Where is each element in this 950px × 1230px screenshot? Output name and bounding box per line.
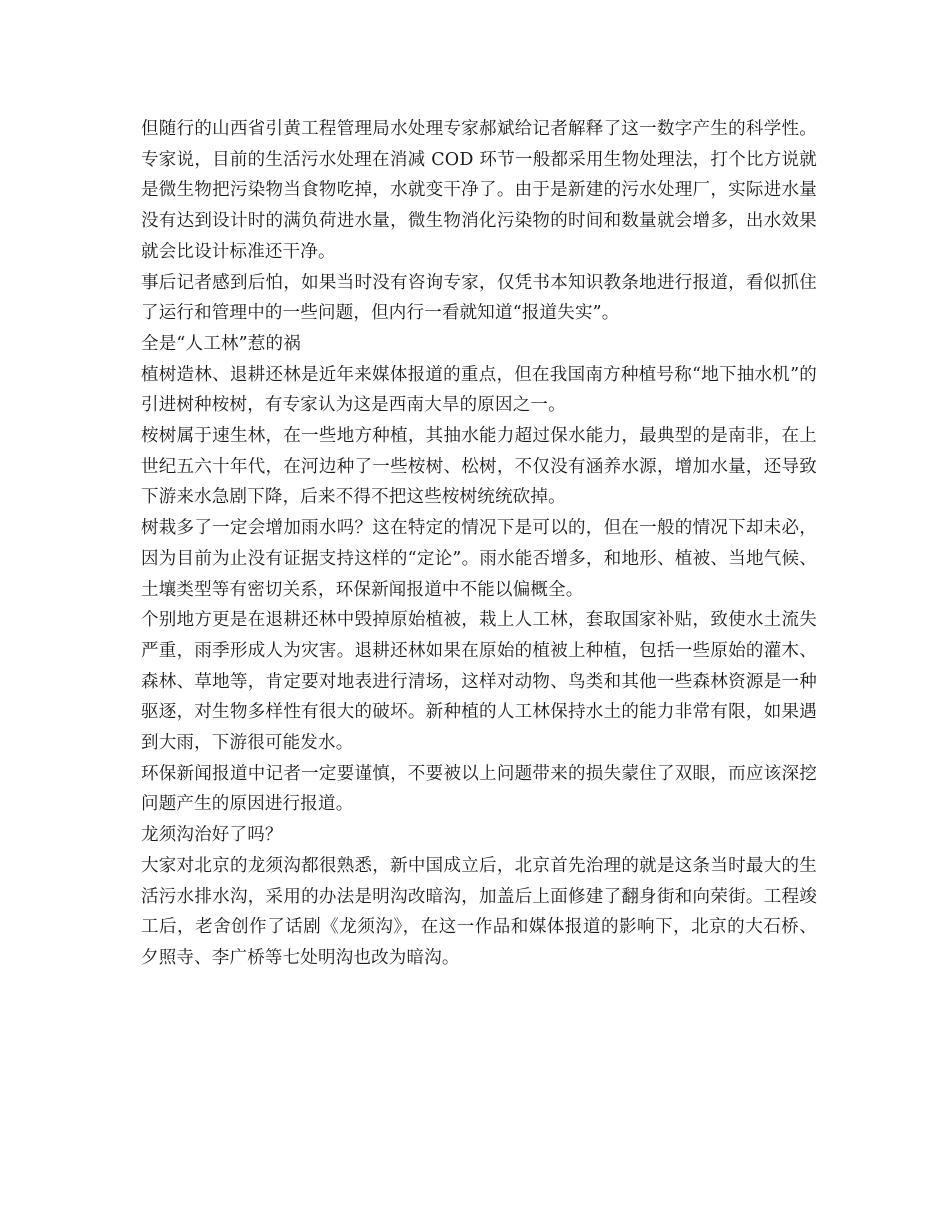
paragraph-eucalyptus-south-africa: 桉树属于速生林，在一些地方种植，其抽水能力超过保水能力，最典型的是南非，在上世纪五六十年代，在河边种了一些桉树、松树，不仅没有涵养水源，增加水量，还导致下游来水急剧下降，后来不得不把这些桉树统统砍掉。 bbox=[141, 426, 817, 508]
section-heading-longxugou: 龙须沟治好了吗？ bbox=[141, 825, 283, 846]
paragraph-expert-explanation: 但随行的山西省引黄工程管理局水处理专家郝斌给记者解释了这一数字产生的科学性。专家说，目前的生活污水处理在消减 COD 环节一般都采用生物处理法，打个比方说就是微生物把污染物当食物吃掉，水就变干净了。由于是新建的污水处理厂，实际进水量没有达到设计时的满负荷进水量，微生物消化污染物的时间和数量就会增多，出水效果就会比设计标准还干净。 bbox=[141, 119, 817, 262]
paragraph-longxugou-history: 大家对北京的龙须沟都很熟悉，新中国成立后，北京首先治理的就是这条当时最大的生活污水排水沟，采用的办法是明沟改暗沟，加盖后上面修建了翻身街和向荣街。工程竣工后，老舍创作了话剧《龙须沟》，在这一作品和媒体报道的影响下，北京的大石桥、夕照寺、李广桥等七处明沟也改为暗沟。 bbox=[141, 855, 817, 968]
paragraph-reporter-caution: 环保新闻报道中记者一定要谨慎，不要被以上问题带来的损失蒙住了双眼，而应该深挖问题产生的原因进行报道。 bbox=[141, 763, 817, 815]
paragraph-trees-rainfall: 树栽多了一定会增加雨水吗？这在特定的情况下是可以的，但在一般的情况下却未必，因为目前为止没有证据支持这样的“定论”。雨水能否增多，和地形、植被、当地气候、土壤类型等有密切关系，环保新闻报道中不能以偏概全。 bbox=[141, 518, 817, 600]
paragraph-reporter-afterthought: 事后记者感到后怕，如果当时没有咨询专家，仅凭书本知识教条地进行报道，看似抓住了运行和管理中的一些问题，但内行一看就知道“报道失实”。 bbox=[141, 272, 817, 324]
paragraph-destroying-vegetation: 个别地方更是在退耕还林中毁掉原始植被，栽上人工林，套取国家补贴，致使水土流失严重，雨季形成人为灾害。退耕还林如果在原始的植被上种植，包括一些原始的灌木、森林、草地等，肯定要对地表进行清场，这样对动物、鸟类和其他一些森林资源是一种驱逐，对生物多样性有很大的破坏。新种植的人工林保持水土的能力非常有限，如果遇到大雨，下游很可能发水。 bbox=[141, 610, 817, 754]
section-heading-artificial-forest: 全是“人工林”惹的祸 bbox=[141, 333, 301, 354]
document-body bbox=[141, 114, 817, 974]
paragraph-eucalyptus-intro: 植树造林、退耕还林是近年来媒体报道的重点，但在我国南方种植号称“地下抽水机”的引进树种桉树，有专家认为这是西南大旱的原因之一。 bbox=[141, 364, 817, 416]
